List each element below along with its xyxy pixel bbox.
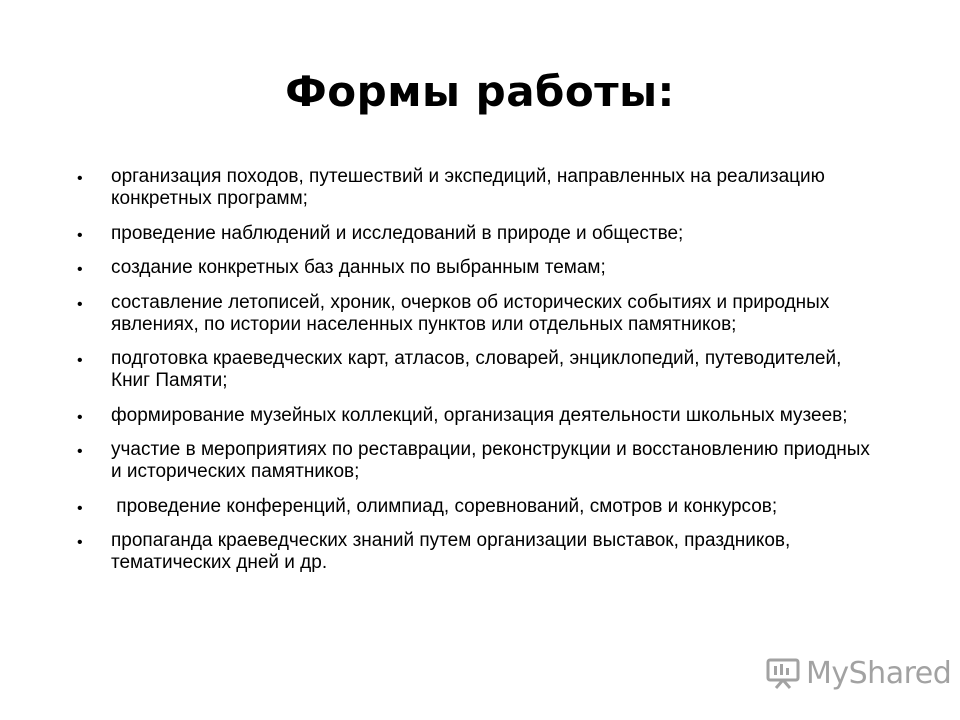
list-item-text: пропаганда краеведческих знаний путем организации выставок, праздников, тематических дней и др. — [111, 530, 791, 573]
list-item-text: проведение конференций, олимпиад, соревнований, смотров и конкурсов; — [111, 495, 778, 517]
list-item — [72, 292, 872, 336]
watermark-text: MyShared — [806, 655, 952, 691]
bullet-icon: • — [77, 226, 83, 244]
list-item-text: составление летописей, хроник, очерков об исторических событиях и природных явлениях, по истории населенных пунктов или отдельных памятников; — [111, 291, 830, 335]
list-item — [72, 405, 872, 427]
bullet-icon: • — [77, 170, 83, 187]
list-item-text: формирование музейных коллекций, организация деятельности школьных музеев; — [111, 404, 848, 426]
bullet-list — [72, 166, 872, 587]
bullet-icon: • — [77, 534, 83, 551]
list-item — [72, 223, 872, 245]
bullet-icon: • — [77, 261, 83, 278]
watermark — [766, 654, 951, 692]
presentation-board-icon — [766, 657, 800, 689]
bullet-icon: • — [77, 352, 83, 369]
list-item — [72, 257, 872, 279]
bullet-icon: • — [77, 443, 83, 460]
bullet-icon: • — [77, 408, 83, 426]
list-item-text: проведение наблюдений и исследований в природе и обществе; — [111, 222, 684, 244]
slide-title: Формы работы: — [285, 67, 675, 116]
list-item — [72, 530, 872, 574]
list-item-text: участие в мероприятиях по реставрации, реконструкции и восстановлению приодных и исторических памятников; — [111, 439, 870, 482]
bullet-icon: • — [77, 499, 83, 517]
list-item — [72, 496, 872, 518]
list-item-text: подготовка краеведческих карт, атласов, словарей, энциклопедий, путеводителей, Книг Памяти; — [111, 348, 842, 391]
list-item — [72, 348, 872, 392]
list-item — [72, 439, 872, 483]
bullet-icon: • — [77, 295, 83, 313]
list-item-text: организация походов, путешествий и экспедиций, направленных на реализацию конкретных программ; — [111, 166, 825, 209]
list-item — [72, 166, 872, 210]
list-item-text: создание конкретных баз данных по выбранным темам; — [111, 257, 606, 278]
